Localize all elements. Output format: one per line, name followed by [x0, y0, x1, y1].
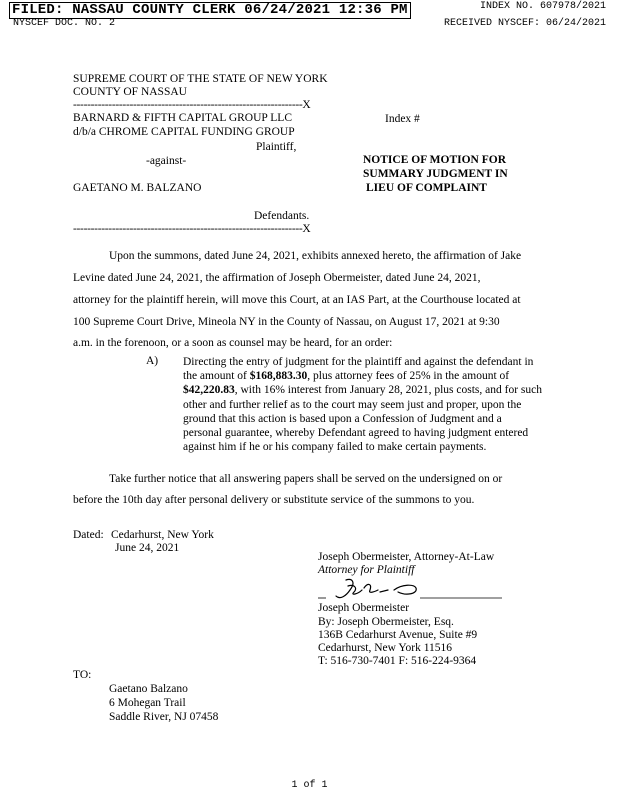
item-a-text-part2: , plus attorney fees of 25% in the amount of [307, 370, 510, 383]
paragraph-2-line-2: before the 10th day after personal delivery or substitute service of the summons to you. [73, 494, 475, 506]
judgment-amount: $168,883.30 [249, 370, 308, 383]
paragraph-1-line-3: attorney for the plaintiff herein, will move this Court, at an IAS Part, at the Courthouse located at [73, 294, 521, 306]
caption-rule-top: -----------------------------------------------------------------X [73, 99, 311, 111]
defendant-role: Defendants. [254, 210, 310, 222]
paragraph-1-line-2: Levine dated June 24, 2021, the affirmation of Joseph Obermeister, dated June 24, 2021, [73, 272, 481, 284]
attorney-name: Joseph Obermeister [318, 602, 410, 614]
recipient-name: Gaetano Balzano [109, 683, 188, 695]
against-label: -against- [146, 155, 187, 167]
plaintiff-name: BARNARD & FIFTH CAPITAL GROUP LLC [73, 112, 292, 124]
received-stamp: RECEIVED NYSCEF: 06/24/2021 [443, 18, 606, 29]
attorney-address-line1: 136B Cedarhurst Avenue, Suite #9 [318, 629, 478, 641]
plaintiff-role: Plaintiff, [256, 141, 297, 153]
to-label: TO: [73, 669, 92, 681]
court-name: SUPREME COURT OF THE STATE OF NEW YORK [73, 73, 328, 85]
document-title-line3: LIEU OF COMPLAINT [366, 182, 487, 194]
index-number: INDEX NO. 607978/2021 [479, 1, 606, 12]
dated-place: Cedarhurst, New York [111, 529, 214, 541]
attorney-phone: T: 516-730-7401 F: 516-224-9364 [318, 655, 477, 667]
court-county: COUNTY OF NASSAU [73, 86, 187, 98]
caption-rule-bottom: -----------------------------------------------------------------X [73, 223, 311, 235]
page-number: 1 of 1 [291, 780, 328, 791]
dated-date: June 24, 2021 [115, 542, 180, 554]
nyscef-doc-number: NYSCEF DOC. NO. 2 [13, 18, 116, 29]
handwritten-signature [318, 576, 508, 604]
plaintiff-dba: d/b/a CHROME CAPITAL FUNDING GROUP [73, 126, 295, 138]
paragraph-1-line-5: a.m. in the forenoon, or a soon as counsel may be heard, for an order: [73, 337, 393, 349]
index-label: Index # [385, 113, 420, 125]
attorney-address-line2: Cedarhurst, New York 11516 [318, 642, 453, 654]
item-a-text-part1: Directing the entry of judgment for the plaintiff and against the defendant in the amount of [183, 356, 534, 383]
recipient-street: 6 Mohegan Trail [109, 697, 186, 709]
paragraph-1-line-4: 100 Supreme Court Drive, Mineola NY in the County of Nassau, on August 17, 2021 at 9:30 [73, 316, 500, 328]
attorney-firm: Joseph Obermeister, Attorney-At-Law [318, 551, 495, 563]
recipient-city: Saddle River, NJ 07458 [109, 711, 219, 723]
document-title-line2: SUMMARY JUDGMENT IN [363, 168, 508, 180]
dated-label: Dated: [73, 529, 104, 541]
attorney-role: Attorney for Plaintiff [318, 564, 415, 576]
item-a-label: A) [146, 355, 159, 367]
item-a-text [183, 355, 543, 454]
paragraph-2-line-1: Take further notice that all answering papers shall be served on the undersigned on or [109, 473, 503, 485]
item-a-text-part3: , with 16% interest from January 28, 2021, plus costs, and for such other and further relief as to the court may seem just and proper, upon the ground that this action is based upon a Confession of Judgment and a personal guarantee, whereby Defendant agreed to having judgment entered against him if he or his company failed to make certain payments. [183, 384, 543, 454]
attorney-fee-amount: $42,220.83 [183, 384, 235, 397]
defendant-name: GAETANO M. BALZANO [73, 182, 202, 194]
document-title-line1: NOTICE OF MOTION FOR [363, 154, 507, 166]
paragraph-1-line-1: Upon the summons, dated June 24, 2021, exhibits annexed hereto, the affirmation of Jake [109, 250, 522, 262]
filed-stamp: FILED: NASSAU COUNTY CLERK 06/24/2021 12:36 PM [9, 2, 411, 19]
attorney-by: By: Joseph Obermeister, Esq. [318, 616, 454, 628]
